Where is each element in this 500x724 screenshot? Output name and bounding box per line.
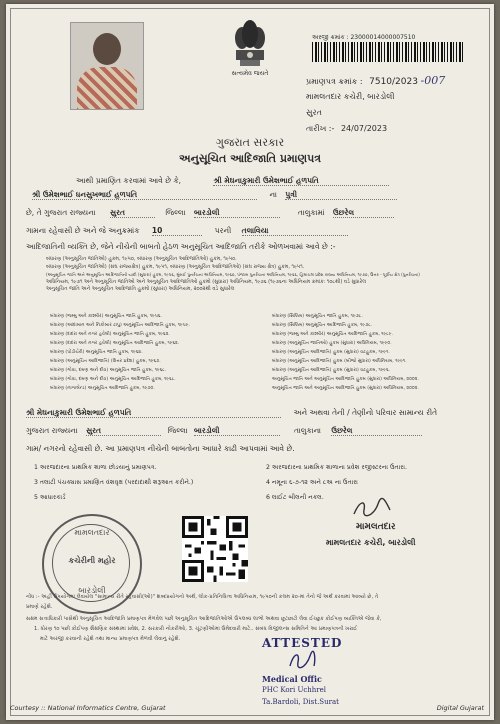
certificate-number: 7510/2023 bbox=[369, 77, 418, 87]
handwritten-suffix: -007 bbox=[420, 74, 446, 87]
attested-title: ATTESTED bbox=[262, 636, 343, 650]
body-line-8: ગામ/ નગરનો રહેવાસી છે. આ પ્રમાણપત્ર નીચેની બાબતોના આધારે કાઢી આપવામાં આવે છે. bbox=[26, 444, 295, 453]
body-line-3: છે, તે ગુજરાત રાજ્યના સુરત જિલ્લા બારડોલી તાલુકામાં ઉછરેલ bbox=[26, 208, 394, 218]
national-emblem-icon bbox=[228, 16, 272, 78]
application-number: અરજી ક્રમાંક : 23000014000007510 bbox=[312, 34, 416, 41]
applicant-photo bbox=[70, 22, 144, 110]
attest-signature bbox=[288, 650, 318, 670]
issue-date: 24/07/2023 bbox=[340, 124, 388, 133]
documents-right: 2 અરજદારના પ્રાથમિક શાળાના પ્રવેશ રજીસ્ટરના ઉતારા. 4 નમૂના ૬-૭-૧૨ અને ૮અ ના ઉતારા 6 લાઈટ બીલની નકલ. bbox=[266, 464, 407, 501]
notes: નોંધ :- અહીં ઉપયોગમાં લેવાયેલ "સામાન્ય રીતે રહેવાસી(ઓ)" શબ્દપ્રયોગનો અર્થ, લોક-પ્રતિનિધિત્વ અધિનિયમ, ૧૯૫૦ની કલમ ૨૦-માં તેનો જે અર્થ કરવામાં આવ્યો છે, તે પ્રમાણે રહેશે. સક્ષમ સત્તાધિકારી પાસેથી અનુસૂચિત આદિજાતિ પ્રમાણપત્ર મેળવેલ પછી અનુસૂચિત આદિજાતિઓએ ઉપલબ્ધ લાભો અથવા છૂટછાટો લેવા ઈચ્છુક કોઈપણ વ્યક્તિએ જેવા કે, 1. ધોરણ ૧૦ પછી કોઈપણ શૈક્ષણિક સંસ્થામાં પ્રવેશ, 2. સરકારી નોકરીઓ, 3. ચૂંટણીઓમાં ઉમેદવારી માટે.. સંબંધ વિજીલન્સ સમિતિને આ પ્રમાણપત્રની ખરાઈ માટે અરજી કરવાની રહેશે તથા માન્ય પ્રમાણપત્ર મેળવી લેવાનું રહેશે. bbox=[26, 594, 382, 642]
certificate-page bbox=[6, 4, 494, 720]
signatory-title: મામલતદાર bbox=[356, 522, 396, 532]
taluka: બારડોલી bbox=[194, 208, 280, 218]
serial-number: 10 bbox=[152, 226, 202, 236]
signatory-office: મામલતદાર કચેરી, બારડોલી bbox=[326, 538, 416, 547]
acts-list: બંધારણ (અનુસૂચિત જાતિઓ) હુકમ, ૧૯૫૦, બંધારણ (અનુસૂચિત આદિજાતિઓ) હુકમ, ૧૯૫૦. બંધારણ (અનુસૂચિત જાતિઓ) (સંઘ રાજ્યક્ષેત્ર) હુકમ, ૧૯૫૧, બંધારણ (અનુસૂચિત આદિજાતિઓ) (સંઘ રાજ્ય ક્ષેત્ર) હુકમ, ૧૯૫૧. (અનુસૂચિત જાતિ અને અનુસૂચિત આદિજાતિની યાદી (સુધારા) હુકમ, ૧૯૫૬, મુંબઈ પુનર્રચના અધિનિયમ, ૧૯૬૦, પંજાબ પુનર્રચના અધિનિયમ, ૧૯૬૬, હિમાચલ પ્રદેશ રાજ્ય અધિનિયમ, ૧૯૭૦, ઉત્તર - પૂર્વીય ક્ષેત્ર (પુનર્રચના) અધિનિયમ, ૧૯૭૧ અને અનુસૂચિત જાતિઓ અને અનુસૂચિત આદિજાતિઓ હુકમો (સુધારા) અધિનિયમ, ૧૯૭૬ (૧૯૭૬ના અધિનિયમ ક્રમાંક: ૧૦૮થી) વડે સુધારેલ અનુસૂચિત જાતિ અને અનુસૂચિત આદિજાતિ હુકમો (સુધારા) અધિનિયમ, ૨૦૦૨થી વડે સુધારેલ bbox=[46, 256, 420, 292]
gov-title: ગુજરાત સરકાર bbox=[215, 136, 285, 149]
issuing-place: સુરત bbox=[306, 108, 322, 117]
body-line-6: શ્રી મેઘનાકુમારી ઉમેશભાઈ હળપતિ અને અથવા તેની / તેણીનો પરિવાર સામાન્ય રીતે bbox=[26, 408, 438, 417]
holder-name-repeat: શ્રી મેઘનાકુમારી ઉમેશભાઈ હળપતિ bbox=[26, 408, 281, 418]
district: સુરત bbox=[110, 208, 155, 218]
orders-left-list: બંધારણ (જમ્મુ અને કાશ્મીર) અનુસૂચિત જાતિ હુકમ, ૧૯૫૬. બંધારણ (આંદામાન અને નિકોબાર ટાપુ) અનુસૂચિત આદિજાતિ હુકમ, ૧૯૫૯. બંધારણ (દાદરા અને નગર હવેલી) અનુસૂચિત જાતિ હુકમ, ૧૯૬૨. બંધારણ (દાદરા અને નગર હવેલી) અનુસૂચિત આદિજાતિ હુકમ, ૧૯૬૨. બંધારણ (પોંડીચેરી) અનુસૂચિત જાતિ હુકમ, ૧૯૬૪. બંધારણ (અનુસૂચિત આદિજાતિ) (ઉત્તર પ્રદેશ) હુકમ, ૧૯૬૭. બંધારણ (ગોવા, દમણ અને દીવ) અનુસૂચિત જાતિ હુકમ, ૧૯૬૮. બંધારણ (ગોવા, દમણ અને દીવ) અનુસૂચિત આદિજાતિ હુકમ, ૧૯૬૮. બંધારણ (નાગાલેન્ડ) અનુસૂચિત આદિજાતિ હુકમ, ૧૯૭૦. bbox=[50, 314, 190, 391]
district-repeat: સુરત bbox=[86, 426, 161, 436]
orders-right-list: બંધારણ (સિક્કિમ) અનુસૂચિત જાતિ હુકમ, ૧૯૭૮. બંધારણ (સિક્કિમ) અનુસૂચિત આદિજાતિ હુકમ, ૧૯૭૮. બંધારણ (જમ્મુ અને કાશ્મીર) અનુસૂચિત આદિજાતિ હુકમ, ૧૯૮૯. બંધારણ (અનુસૂચિત જાતિઓ) હુકમ (સુધારા) અધિનિયમ, ૧૯૯૦. બંધારણ (અનુસૂચિત આદિજાતિ) હુકમ (સુધારા) વટહુકમ, ૧૯૯૧. બંધારણ (અનુસૂચિત આદિજાતિ) હુકમ (બીજો સુધારા) અધિનિયમ, ૧૯૯૧. બંધારણ (અનુસૂચિત આદિજાતિ) હુકમ (સુધારા) વટહુકમ, ૧૯૯૬. અનુસૂચિત જાતિ અને અનુસૂચિત આદિજાતિ હુકમ (સુધારા) અધિનિયમ, ૨૦૦૨. અનુસૂચિત જાતિ અને અનુસૂચિત આદિજાતિ હુકમ (સુધારા) અધિનિયમ, ૨૦૦૨. bbox=[272, 314, 419, 391]
footer bbox=[10, 704, 490, 712]
certificate-title: અનુસૂચિત આદિજાતિ પ્રમાણપત્ર bbox=[178, 152, 322, 165]
office-seal: મામલતદાર કચેરીની મહોર બારડોલી bbox=[42, 514, 142, 614]
village-repeat: ઉછરેલ bbox=[331, 426, 422, 436]
relation: પુત્રી bbox=[285, 190, 397, 200]
taluka-repeat: બારડોલી bbox=[194, 426, 280, 436]
footer-left: Courtesy :: National Informatics Centre, Gujarat bbox=[10, 704, 166, 712]
qr-code bbox=[182, 516, 248, 582]
village: ઉછરેલ bbox=[333, 208, 394, 218]
body-line-1: આથી પ્રમાણિત કરવામાં આવે છે કે, શ્રી મેઘનાકુમારી ઉમેશભાઈ હળપતિ bbox=[76, 176, 389, 186]
emblem-caption: સત્યમેવ જયતે bbox=[231, 70, 269, 77]
body-line-7: ગુજરાત રાજ્યના સુરત જિલ્લા બારડોલી તાલુકાના ઉછરેલ bbox=[26, 426, 422, 436]
body-line-2: શ્રી ઉમેશભાઈ ધનસુખભાઈ હળપતિ ના પુત્રી bbox=[32, 190, 397, 200]
attested-stamp: ATTESTED Medical Offic PHC Kori Uchhrel Ta.Bardoli, Dist.Surat bbox=[262, 636, 372, 716]
parent-name: શ્રી ઉમેશભાઈ ધનસુખભાઈ હળપતિ bbox=[32, 190, 257, 200]
footer-right: Digital Gujarat bbox=[436, 704, 484, 712]
holder-name: શ્રી મેઘનાકુમારી ઉમેશભાઈ હળપતિ bbox=[213, 176, 388, 186]
barcode bbox=[312, 42, 464, 62]
certificate-number-row: પ્રમાણપત્ર ક્રમાંક : 7510/2023 -007 bbox=[306, 74, 446, 87]
documents-left: 1 અરજદારના પ્રાથમિક શાળા છોડયાનું પ્રમાણપત્ર. 3 તલાટી પંચક્યાસ પ્રમાણિત વંશવૃક્ષ (પરદાદાથી શરૂઆત કરીને.) 5 આધારકાર્ડ bbox=[34, 464, 194, 501]
tribe-name: તલાવિયા bbox=[242, 226, 349, 236]
body-line-4: ગામના રહેવાસી છે અને જે અનુક્રમાંક 10 પરની તલાવિયા bbox=[26, 226, 348, 236]
signature bbox=[352, 496, 392, 518]
issue-date-row: તારીખ :- 24/07/2023 bbox=[306, 124, 388, 133]
issuing-office: મામલતદાર કચેરી, બારડોલી bbox=[306, 92, 395, 101]
body-line-5: આદિજાતિની વ્યક્તિ છે, જેને નીચેની બાબતો હેઠળ અનુસૂચિત આદિજાતિ તરીકે ઓળખવામાં આવે છે :- bbox=[26, 242, 336, 251]
